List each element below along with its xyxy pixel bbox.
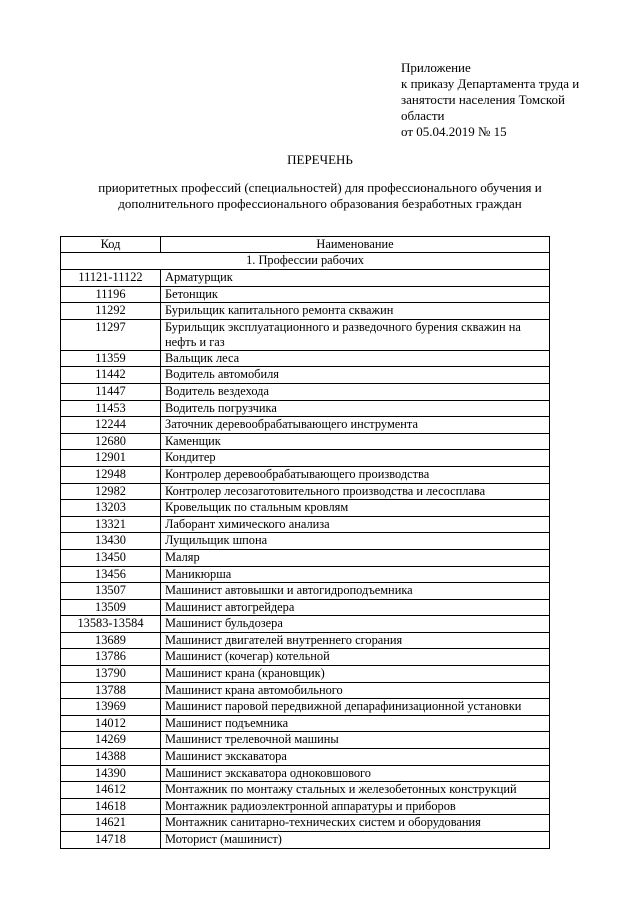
profession-code: 13321 [61,516,161,533]
profession-code: 14621 [61,815,161,832]
profession-name: Маляр [161,549,550,566]
header-name: Наименование [161,237,550,253]
table-row [61,749,550,766]
profession-name: Бетонщик [161,286,550,303]
table-row [61,549,550,566]
profession-name: Монтажник санитарно-технических систем и оборудования [161,815,550,832]
profession-code: 13509 [61,599,161,616]
table-row [61,566,550,583]
profession-code: 13583-13584 [61,616,161,633]
profession-code: 13969 [61,699,161,716]
table-row [61,666,550,683]
profession-code: 14269 [61,732,161,749]
table-row [61,286,550,303]
profession-name: Водитель погрузчика [161,400,550,417]
table-row [61,832,550,849]
appendix-block [401,60,601,140]
table-row [61,450,550,467]
profession-code: 13456 [61,566,161,583]
subtitle-line: дополнительного профессионального образования безработных граждан [118,196,522,211]
table-row [61,616,550,633]
profession-name: Машинист автогрейдера [161,599,550,616]
profession-code: 11292 [61,303,161,320]
table-row [61,303,550,320]
table-row [61,682,550,699]
profession-name: Монтажник радиоэлектронной аппаратуры и приборов [161,798,550,815]
profession-code: 11442 [61,367,161,384]
profession-code: 13450 [61,549,161,566]
profession-code: 14388 [61,749,161,766]
profession-code: 14390 [61,765,161,782]
table-row [61,433,550,450]
profession-code: 14612 [61,782,161,799]
profession-name: Водитель автомобиля [161,367,550,384]
profession-name: Машинист подъемника [161,715,550,732]
table-row [61,400,550,417]
profession-code: 12680 [61,433,161,450]
table-row [61,699,550,716]
table-row [61,319,550,350]
profession-code: 13786 [61,649,161,666]
profession-name: Машинист крана автомобильного [161,682,550,699]
profession-code: 11121-11122 [61,270,161,287]
section-row [61,253,550,270]
profession-name: Лущильщик шпона [161,533,550,550]
profession-name: Маникюрша [161,566,550,583]
profession-name: Кондитер [161,450,550,467]
table-row [61,599,550,616]
profession-code: 12982 [61,483,161,500]
profession-name: Машинист (кочегар) котельной [161,649,550,666]
table-row [61,798,550,815]
appendix-line: занятости населения Томской [401,92,565,107]
table-row [61,417,550,434]
section-title: 1. Профессии рабочих [61,253,550,270]
table-row [61,632,550,649]
header-code: Код [61,237,161,253]
profession-code: 13507 [61,583,161,600]
table-row [61,500,550,517]
profession-code: 13430 [61,533,161,550]
table-row [61,715,550,732]
table-row [61,815,550,832]
table-row [61,533,550,550]
table-row [61,466,550,483]
profession-code: 13689 [61,632,161,649]
appendix-line: к приказу Департамента труда и [401,76,580,91]
profession-name: Машинист экскаватора [161,749,550,766]
table-row [61,583,550,600]
profession-name: Машинист автовышки и автогидроподъемника [161,583,550,600]
table-row [61,483,550,500]
table-header-row [61,237,550,253]
document-subtitle [60,180,580,212]
professions-table [60,236,550,849]
profession-name: Кровельщик по стальным кровлям [161,500,550,517]
subtitle-line: приоритетных профессий (специальностей) для профессионального обучения и [98,180,542,195]
appendix-line: от 05.04.2019 № 15 [401,124,507,139]
profession-name: Машинист экскаватора одноковшового [161,765,550,782]
profession-code: 11447 [61,383,161,400]
profession-code: 11297 [61,319,161,350]
profession-code: 13203 [61,500,161,517]
profession-name: Машинист двигателей внутреннего сгорания [161,632,550,649]
profession-name: Машинист крана (крановщик) [161,666,550,683]
profession-code: 14718 [61,832,161,849]
appendix-line: Приложение [401,60,471,75]
profession-name: Каменщик [161,433,550,450]
profession-name: Бурильщик эксплуатационного и разведочного бурения скважин на нефть и газ [161,319,550,350]
profession-code: 12244 [61,417,161,434]
profession-name: Моторист (машинист) [161,832,550,849]
table-body [61,253,550,849]
profession-name: Контролер деревообрабатывающего производства [161,466,550,483]
profession-code: 12901 [61,450,161,467]
profession-code: 14618 [61,798,161,815]
table-row [61,367,550,384]
profession-code: 13788 [61,682,161,699]
profession-code: 11196 [61,286,161,303]
profession-name: Машинист паровой передвижной депарафинизационной установки [161,699,550,716]
table-row [61,270,550,287]
profession-code: 13790 [61,666,161,683]
profession-name: Бурильщик капитального ремонта скважин [161,303,550,320]
profession-name: Монтажник по монтажу стальных и железобетонных конструкций [161,782,550,799]
profession-name: Машинист бульдозера [161,616,550,633]
table-row [61,516,550,533]
appendix-line: области [401,108,445,123]
profession-name: Заточник деревообрабатывающего инструмента [161,417,550,434]
profession-code: 12948 [61,466,161,483]
profession-name: Вальщик леса [161,350,550,367]
document-title: ПЕРЕЧЕНЬ [287,152,353,167]
profession-name: Арматурщик [161,270,550,287]
profession-code: 11359 [61,350,161,367]
table-row [61,765,550,782]
table-row [61,649,550,666]
profession-name: Лаборант химического анализа [161,516,550,533]
profession-name: Водитель вездехода [161,383,550,400]
table-row [61,732,550,749]
table-row [61,383,550,400]
profession-name: Машинист трелевочной машины [161,732,550,749]
table-row [61,782,550,799]
table-row [61,350,550,367]
profession-code: 11453 [61,400,161,417]
profession-code: 14012 [61,715,161,732]
profession-name: Контролер лесозаготовительного производства и лесосплава [161,483,550,500]
